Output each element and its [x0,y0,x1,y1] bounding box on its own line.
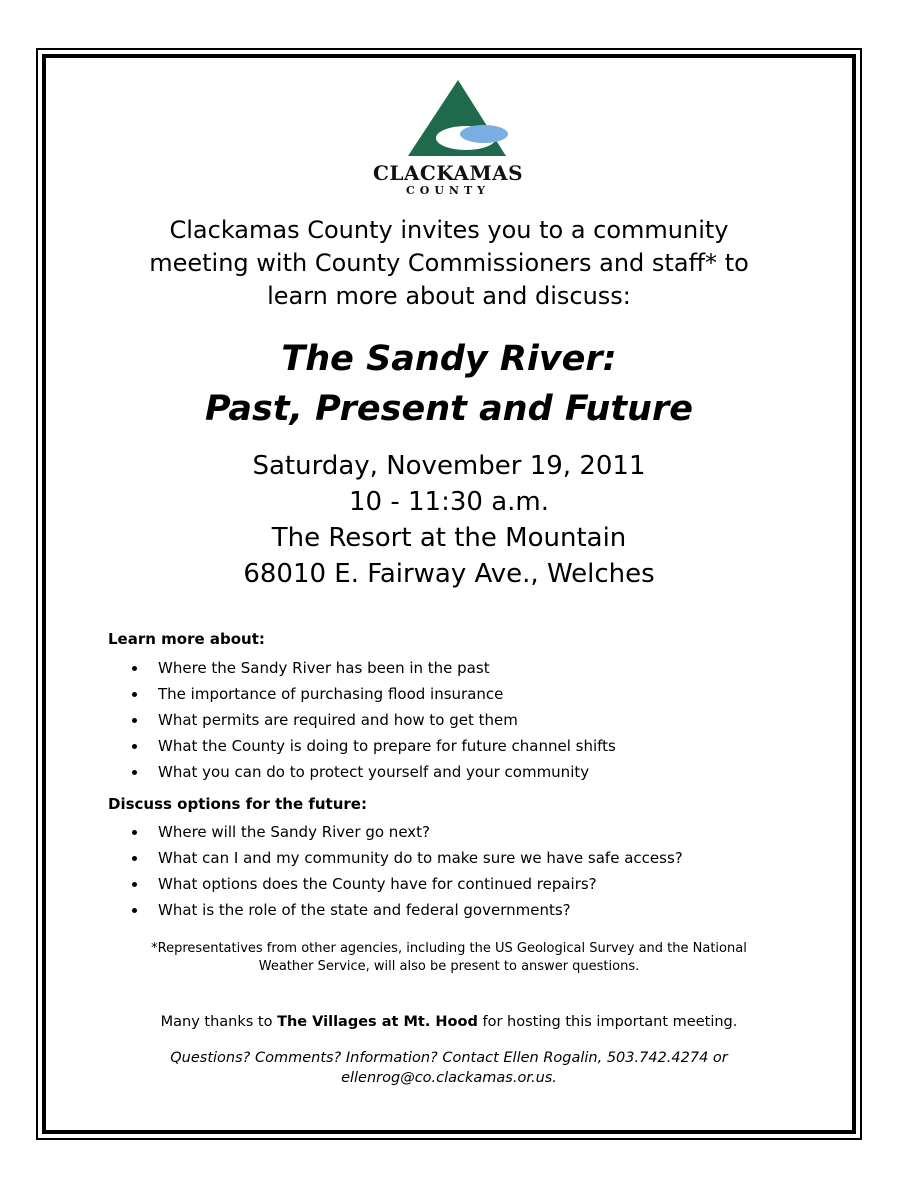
bullet-icon [132,770,137,775]
event-title-line: Past, Present and Future [205,389,693,429]
thanks-note [46,1014,852,1030]
event-title [46,334,852,434]
footnote-line: *Representatives from other agencies, including the US Geological Survey and the National [151,941,747,956]
list-item-text: Where will the Sandy River go next? [158,823,430,841]
list-item [108,681,616,707]
logo-subtitle: COUNTY [405,184,491,197]
list-item-text: What options does the County have for continued repairs? [158,875,597,893]
event-date: Saturday, November 19, 2011 [252,451,646,481]
list-item [108,759,616,785]
list-item-text: The importance of purchasing flood insurance [158,685,504,703]
footnote [86,940,812,976]
invitation-line: learn more about and discuss: [267,282,631,310]
bullet-icon [132,718,137,723]
learn-heading: Learn more about: [108,630,265,648]
bullet-icon [132,856,137,861]
bullet-icon [132,830,137,835]
list-item-text: What permits are required and how to get them [158,711,518,729]
bullet-icon [132,882,137,887]
list-item-text: What is the role of the state and federal governments? [158,901,571,919]
list-item [108,871,683,897]
footnote-line: Weather Service, will also be present to answer questions. [258,959,640,974]
event-time: 10 - 11:30 a.m. [349,487,549,517]
bullet-icon [132,744,137,749]
list-item [108,655,616,681]
bullet-icon [132,908,137,913]
list-item [108,897,683,923]
learn-list [108,655,616,785]
event-venue: The Resort at the Mountain [271,523,627,553]
bullet-icon [132,666,137,671]
invitation-line: meeting with County Commissioners and staff* to [149,249,749,277]
contact-email: ellenrog@co.clackamas.or.us. [341,1070,557,1086]
list-item-text: What the County is doing to prepare for future channel shifts [158,737,616,755]
event-address: 68010 E. Fairway Ave., Welches [243,559,655,589]
host-name: The Villages at Mt. Hood [277,1014,478,1030]
list-item-text: What you can do to protect yourself and your community [158,763,590,781]
event-details [46,448,852,592]
contact-info [86,1048,812,1088]
invitation-text [46,214,852,313]
thanks-prefix: Many thanks to [160,1014,278,1030]
discuss-heading: Discuss options for the future: [108,795,367,813]
list-item [108,845,683,871]
list-item [108,707,616,733]
list-item-text: Where the Sandy River has been in the past [158,659,490,677]
bullet-icon [132,692,137,697]
contact-line: Questions? Comments? Information? Contact Ellen Rogalin, 503.742.4274 or [170,1050,728,1066]
invitation-line: Clackamas County invites you to a community [169,216,729,244]
event-title-line: The Sandy River: [281,339,617,379]
discuss-list [108,819,683,923]
list-item [108,733,616,759]
thanks-suffix: for hosting this important meeting. [477,1014,738,1030]
list-item [108,819,683,845]
list-item-text: What can I and my community do to make sure we have safe access? [158,849,683,867]
logo-name: CLACKAMAS [372,161,524,185]
